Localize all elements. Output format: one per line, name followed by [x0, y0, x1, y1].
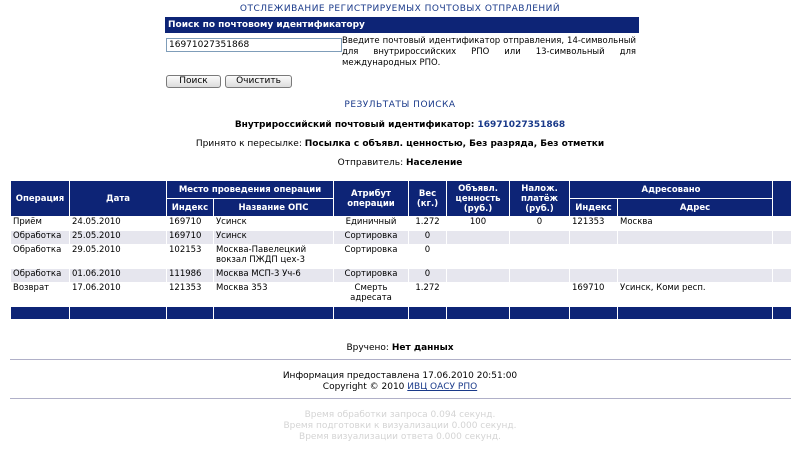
col-attribute-header: Атрибут операции — [334, 181, 409, 217]
cell-attribute: Сортировка — [334, 269, 409, 283]
cell-operation: Приём — [11, 217, 70, 231]
col-place-name-header: Название ОПС — [214, 199, 334, 217]
cell-ops-name: Москва МСП-3 Уч-6 — [214, 269, 334, 283]
delivered-line — [0, 343, 800, 353]
cell-declared — [447, 269, 510, 283]
cell-declared — [447, 245, 510, 269]
cell-date: 24.05.2010 — [70, 217, 167, 231]
cell-cod — [510, 245, 570, 269]
cell-ops-name: Москва-Павелецкий вокзал ПЖДП цех-3 — [214, 245, 334, 269]
cell-operation: Обработка — [11, 231, 70, 245]
accepted-label: Принято к пересылке: — [195, 139, 302, 149]
rpo-label: Внутрироссийский почтовый идентификатор: — [234, 120, 475, 130]
table-row — [11, 231, 792, 245]
col-weight-header: Вес (кг.) — [409, 181, 447, 217]
cell-ops-name: Усинск — [214, 217, 334, 231]
cell-attribute: Смерть адресата — [334, 283, 409, 307]
cell-index: 169710 — [167, 217, 214, 231]
copyright-link[interactable]: ИВЦ ОАСУ РПО — [407, 382, 478, 392]
cell-weight: 1.272 — [409, 283, 447, 307]
cell-index: 169710 — [167, 231, 214, 245]
divider — [10, 359, 791, 360]
col-cod-header: Налож. платёж (руб.) — [510, 181, 570, 217]
cell-operation: Возврат — [11, 283, 70, 307]
copyright-text: Copyright © 2010 — [322, 382, 405, 392]
timing-processing: Время обработки запроса 0.094 секунд. — [304, 410, 496, 420]
table-row — [11, 283, 792, 307]
col-declared-header: Объявл. ценность (руб.) — [447, 181, 510, 217]
table-row — [11, 245, 792, 269]
results-title: РЕЗУЛЬТАТЫ ПОИСКА — [344, 100, 456, 110]
cell-addr-index — [570, 245, 618, 269]
cell-date: 17.06.2010 — [70, 283, 167, 307]
rpo-identifier-line — [0, 120, 800, 130]
search-button[interactable]: Поиск — [166, 75, 221, 88]
col-spacer-header — [773, 181, 792, 217]
cell-cod: 0 — [510, 217, 570, 231]
col-addr-index-header: Индекс — [570, 199, 618, 217]
copyright-line — [0, 382, 800, 392]
cell-index: 121353 — [167, 283, 214, 307]
cell-declared — [447, 231, 510, 245]
search-help-text: Введите почтовый идентификатор отправления, 14-символьный для внутрироссийских РПО или 13-символьный для международных РПО. — [342, 36, 636, 68]
cell-weight: 0 — [409, 245, 447, 269]
cell-weight: 0 — [409, 231, 447, 245]
cell-declared: 100 — [447, 217, 510, 231]
cell-ops-name: Москва 353 — [214, 283, 334, 307]
cell-addr — [618, 269, 773, 283]
cell-cod — [510, 269, 570, 283]
cell-addr-index: 169710 — [570, 283, 618, 307]
cell-addr-index — [570, 231, 618, 245]
page-title: ОТСЛЕЖИВАНИЕ РЕГИСТРИРУЕМЫХ ПОЧТОВЫХ ОТПРАВЛЕНИЙ — [239, 4, 561, 14]
cell-date: 25.05.2010 — [70, 231, 167, 245]
delivered-value: Нет данных — [391, 343, 454, 353]
cell-cod — [510, 231, 570, 245]
cell-operation: Обработка — [11, 245, 70, 269]
col-addr-header: Адрес — [618, 199, 773, 217]
cell-addr — [618, 245, 773, 269]
operations-table — [10, 180, 792, 320]
cell-index: 111986 — [167, 269, 214, 283]
cell-attribute: Единичный — [334, 217, 409, 231]
col-date-header: Дата — [70, 181, 167, 217]
cell-date: 01.06.2010 — [70, 269, 167, 283]
clear-button[interactable]: Очистить — [225, 75, 292, 88]
col-addressed-header: Адресовано — [570, 181, 773, 199]
cell-addr-index — [570, 269, 618, 283]
cell-date: 29.05.2010 — [70, 245, 167, 269]
divider — [10, 398, 791, 399]
info-timestamp: Информация предоставлена 17.06.2010 20:51:00 — [282, 371, 518, 381]
cell-attribute: Сортировка — [334, 231, 409, 245]
cell-operation: Обработка — [11, 269, 70, 283]
table-footer-row — [11, 307, 792, 320]
sender-value: Население — [405, 158, 463, 168]
cell-addr: Москва — [618, 217, 773, 231]
search-panel — [165, 17, 639, 86]
tracking-number-input[interactable] — [166, 38, 342, 52]
col-place-index-header: Индекс — [167, 199, 214, 217]
sender-label: Отправитель: — [337, 158, 404, 168]
col-place-header: Место проведения операции — [167, 181, 334, 199]
cell-cod — [510, 283, 570, 307]
cell-declared — [447, 283, 510, 307]
accepted-line — [0, 139, 800, 149]
accepted-value: Посылка с объявл. ценностью, Без разряда, Без отметки — [304, 139, 605, 149]
cell-ops-name: Усинск — [214, 231, 334, 245]
cell-index: 102153 — [167, 245, 214, 269]
table-row — [11, 269, 792, 283]
sender-line — [0, 158, 800, 168]
cell-addr-index: 121353 — [570, 217, 618, 231]
col-operation-header: Операция — [11, 181, 70, 217]
cell-weight: 0 — [409, 269, 447, 283]
rpo-value: 16971027351868 — [477, 120, 566, 130]
cell-weight: 1.272 — [409, 217, 447, 231]
cell-addr: Усинск, Коми респ. — [618, 283, 773, 307]
delivered-label: Вручено: — [346, 343, 389, 353]
timing-render: Время визуализации ответа 0.000 секунд. — [299, 432, 501, 442]
timing-preparation: Время подготовки к визуализации 0.000 секунд. — [283, 421, 517, 431]
cell-addr — [618, 231, 773, 245]
cell-attribute: Сортировка — [334, 245, 409, 269]
search-panel-header: Поиск по почтовому идентификатору — [165, 17, 639, 33]
table-row — [11, 217, 792, 231]
